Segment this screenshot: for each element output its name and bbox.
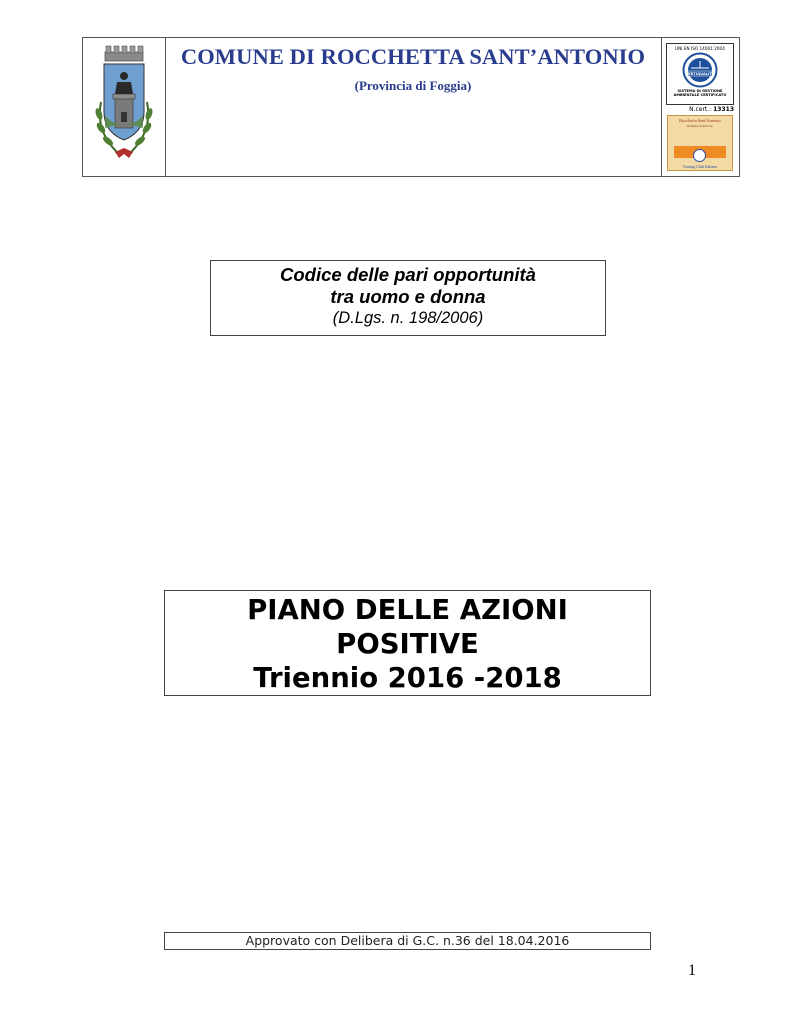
touring-club-emblem-icon — [693, 149, 706, 162]
province-subtitle: (Provincia di Foggia) — [354, 78, 472, 93]
certification-cell — [661, 38, 740, 176]
certiquality-brand-text: CERTIQUALITY — [685, 72, 715, 76]
certificate-number — [666, 106, 734, 113]
touring-badge-subheading: Bandiera Arancione — [687, 124, 713, 128]
letterhead — [82, 37, 740, 177]
touring-badge-footer: Touring Club Italiano — [682, 164, 718, 169]
codice-reference: (D.Lgs. n. 198/2006) — [332, 309, 484, 327]
caption-line-1: SISTEMA DI GESTIONE — [677, 89, 723, 93]
cert-number-label: N.cert.: — [689, 106, 712, 113]
crest-cell — [83, 38, 166, 176]
certification-caption — [667, 89, 733, 97]
municipality-title: COMUNE DI ROCCHETTA SANT’ANTONIO — [180, 44, 646, 69]
title-cell — [166, 38, 660, 176]
caption-line-2: AMBIENTALE CERTIFICATO — [673, 93, 727, 98]
approval-note: Approvato con Delibera di G.C. n.36 del 18.04.2016 — [164, 932, 651, 950]
iso-standard-label: UNI EN ISO 14001:2004 — [675, 46, 725, 51]
touring-club-badge — [667, 115, 733, 171]
page-number: 1 — [688, 962, 696, 979]
document-title-line-1: PIANO DELLE AZIONI — [247, 594, 568, 626]
document-title-box — [164, 590, 651, 696]
document-title-line-2: POSITIVE — [336, 628, 479, 660]
municipal-coat-of-arms-icon — [91, 42, 157, 170]
codice-line-1: Codice delle pari opportunità — [280, 264, 536, 285]
cert-number-value: 13313 — [713, 106, 734, 113]
codice-line-2: tra uomo e donna — [330, 286, 486, 307]
certiquality-logo-icon — [682, 52, 718, 88]
touring-badge-heading: Rocchetta Sant'Antonio — [679, 118, 721, 123]
codice-title-box — [210, 260, 606, 336]
document-title-line-3: Triennio 2016 -2018 — [253, 662, 562, 694]
iso-certification-badge — [666, 43, 734, 105]
